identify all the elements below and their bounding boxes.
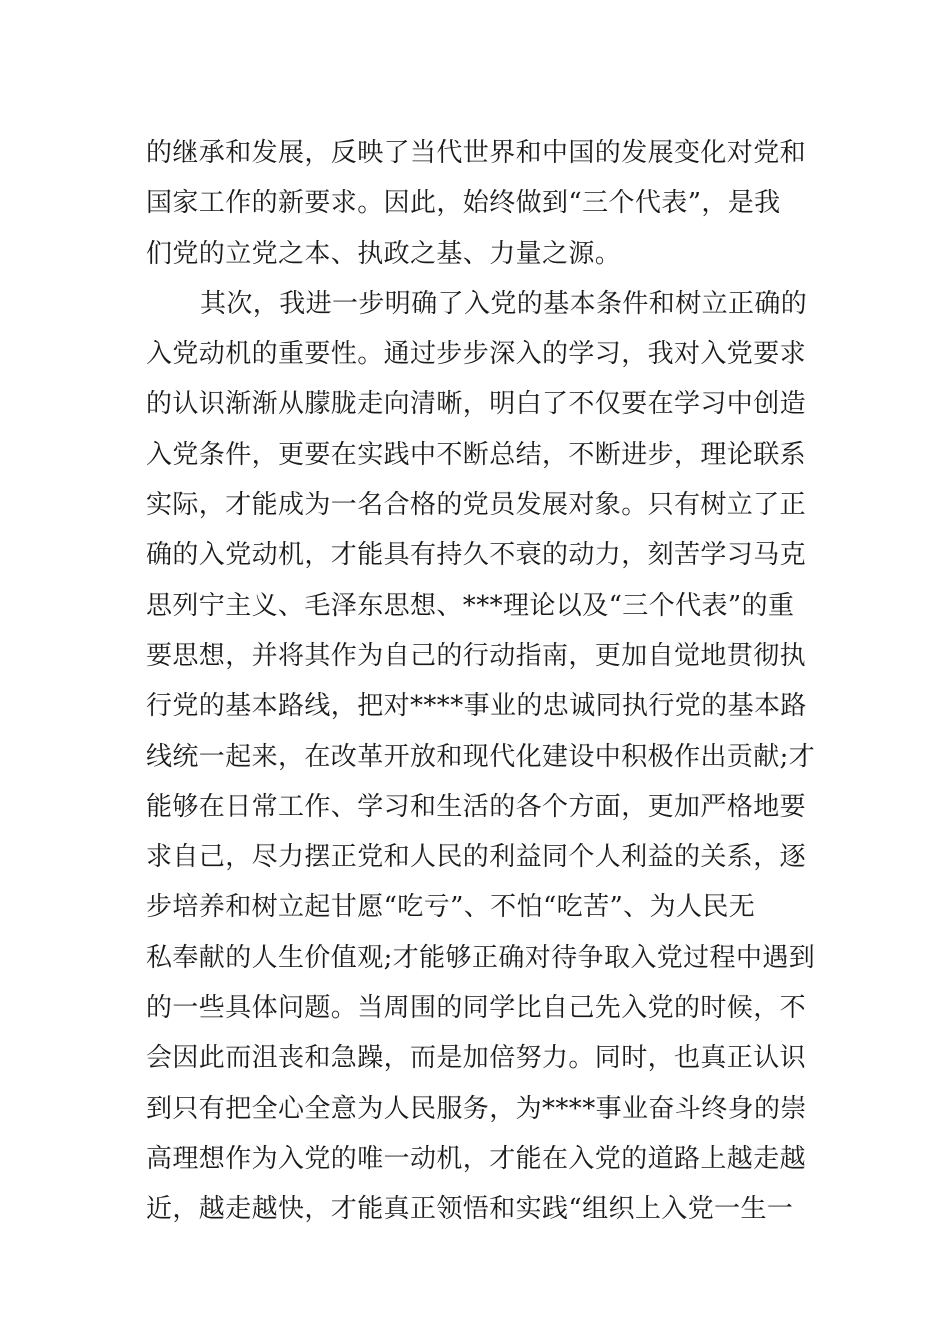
body-text: [146, 128, 816, 1235]
text-line: 的继承和发展，反映了当代世界和中国的发展变化对党和: [146, 138, 807, 168]
text-line: 确的入党动机，才能具有持久不衰的动力，刻苦学习马克: [146, 540, 807, 571]
text-line: 高理想作为入党的唯一动机，才能在入党的道路上越走越: [146, 1143, 807, 1174]
text-line: 会因此而沮丧和急躁，而是加倍努力。同时，也真正认识: [146, 1043, 807, 1074]
text-line: 们党的立党之本、执政之基、力量之源。: [146, 238, 622, 269]
text-line: 私奉献的人生价值观;才能够正确对待争取入党过程中遇到: [146, 942, 816, 973]
text-line: 的一些具体问题。当周围的同学比自己先入党的时候，不: [146, 993, 807, 1024]
text-line: 入党条件，更要在实践中不断总结，不断进步，理论联系: [146, 439, 807, 470]
text-line: 能够在日常工作、学习和生活的各个方面，更加严格地要: [146, 791, 807, 822]
text-line: 思列宁主义、毛泽东思想、***理论以及“三个代表”的重: [146, 590, 795, 621]
text-line: 步培养和树立起甘愿“吃亏”、不怕“吃苦”、为人民无: [146, 892, 756, 923]
text-line: 入党动机的重要性。通过步步深入的学习，我对入党要求: [146, 339, 807, 370]
text-line: 线统一起来，在改革开放和现代化建设中积极作出贡献;才: [146, 741, 816, 772]
text-line: 到只有把全心全意为人民服务，为****事业奋斗终身的崇: [146, 1093, 807, 1124]
text-line: 行党的基本路线，把对****事业的忠诚同执行党的基本路: [146, 691, 807, 722]
paragraph-first-line: 其次，我进一步明确了入党的基本条件和树立正确的: [200, 288, 808, 319]
text-line: 近，越走越快，才能真正领悟和实践“组织上入党一生一: [146, 1194, 794, 1225]
text-line: 要思想，并将其作为自己的行动指南，更加自觉地贯彻执: [146, 640, 807, 671]
text-line: 国家工作的新要求。因此，始终做到“三个代表”，是我: [146, 188, 781, 219]
text-line: 求自己，尽力摆正党和人民的利益同个人利益的关系，逐: [146, 842, 807, 873]
text-line: 实际，才能成为一名合格的党员发展对象。只有树立了正: [146, 490, 807, 521]
text-line: 的认识渐渐从朦胧走向清晰，明白了不仅要在学习中创造: [146, 389, 807, 420]
